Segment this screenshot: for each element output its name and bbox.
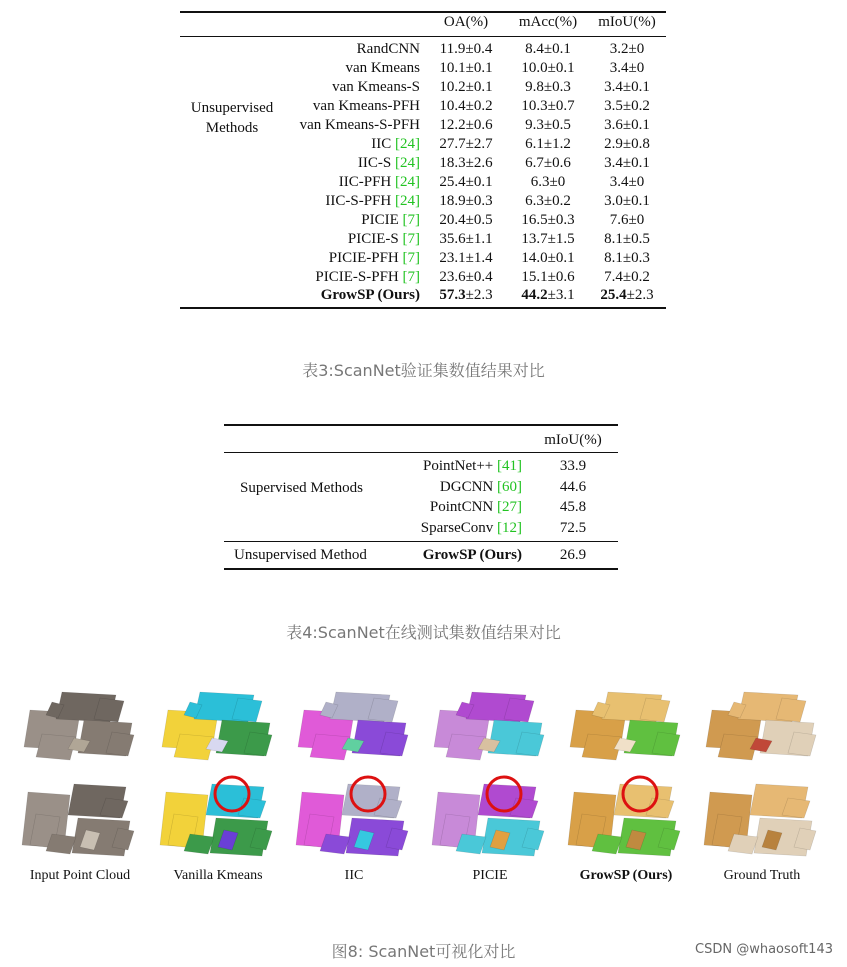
table-row-ours: [180, 286, 666, 305]
table-row: [180, 59, 666, 78]
table-4: [224, 424, 618, 570]
miou-value: 3.5±0.2: [604, 98, 650, 114]
method-name: GrowSP (Ours): [320, 287, 420, 303]
miou-value: 3.0±0.1: [604, 193, 650, 209]
table-row: [180, 173, 666, 192]
oa-value: 12.2±0.6: [439, 117, 493, 133]
oa-value: 23.1±1.4: [439, 250, 493, 266]
method-name: PICIE [7]: [361, 212, 420, 228]
scene-thumbnail: [290, 680, 418, 768]
top-rule: [180, 11, 666, 13]
method-name: RandCNN: [356, 41, 420, 57]
scene-thumbnail: [562, 774, 690, 862]
table-row: [180, 268, 666, 287]
scene-thumbnail: [154, 680, 282, 768]
citation-ref: [27]: [497, 499, 522, 515]
bottom-rule: [224, 568, 618, 570]
header-miou: mIoU(%): [544, 432, 602, 448]
miou-value: 8.1±0.3: [604, 250, 650, 266]
macc-value: 6.3±0.2: [525, 193, 571, 209]
oa-value: 57.3±2.3: [439, 287, 493, 303]
table-row-miou: 45.8: [559, 499, 587, 515]
table-row: [180, 135, 666, 154]
top-mark: [355, 0, 360, 8]
miou-value: 2.9±0.8: [604, 136, 650, 152]
figure-column-label: Vanilla Kmeans: [173, 868, 263, 883]
miou-value: 3.4±0: [609, 60, 645, 76]
miou-value: 7.4±0.2: [604, 269, 650, 285]
method-name: PICIE-S-PFH [7]: [315, 269, 420, 285]
ours-miou: 26.9: [559, 547, 587, 563]
table-3-caption: 表3:ScanNet验证集数值结果对比: [302, 361, 545, 380]
macc-value: 13.7±1.5: [521, 231, 575, 247]
macc-value: 9.3±0.5: [525, 117, 571, 133]
miou-value: 7.6±0: [609, 212, 645, 228]
header-oa: OA(%): [443, 14, 489, 30]
miou-value: 25.4±2.3: [600, 287, 654, 303]
supervised-label: Supervised Methods: [240, 480, 363, 496]
miou-value: 3.4±0.1: [604, 79, 650, 95]
citation-ref: [24]: [395, 174, 420, 190]
table-row: [180, 249, 666, 268]
macc-value: 9.8±0.3: [525, 79, 571, 95]
oa-value: 35.6±1.1: [439, 231, 493, 247]
method-name: IIC-S-PFH [24]: [325, 193, 420, 209]
citation-ref: [41]: [497, 458, 522, 474]
macc-value: 6.7±0.6: [525, 155, 571, 171]
oa-value: 18.9±0.3: [439, 193, 493, 209]
macc-value: 16.5±0.3: [521, 212, 575, 228]
scene-thumbnail: [698, 774, 826, 862]
scene-thumbnail: [562, 680, 690, 768]
miou-value: 3.4±0: [609, 174, 645, 190]
miou-value: 3.2±0: [609, 41, 645, 57]
miou-value: 3.4±0.1: [604, 155, 650, 171]
citation-ref: [60]: [497, 478, 522, 495]
table-row: [180, 40, 666, 59]
scene-thumbnail: [154, 774, 282, 862]
figure-column-label: GrowSP (Ours): [579, 868, 673, 883]
scene-thumbnail: [426, 774, 554, 862]
oa-value: 23.6±0.4: [439, 269, 493, 285]
scene-thumbnail: [698, 680, 826, 768]
bottom-rule: [180, 307, 666, 309]
method-name: van Kmeans-S: [332, 79, 420, 95]
table-row-miou: 72.5: [559, 519, 587, 536]
oa-value: 10.1±0.1: [439, 60, 493, 76]
macc-value: 15.1±0.6: [521, 269, 575, 285]
scene-thumbnail: [426, 680, 554, 768]
figure-8-caption: 图8: ScanNet可视化对比: [331, 942, 516, 961]
oa-value: 27.7±2.7: [439, 136, 493, 152]
header-macc: mAcc(%): [518, 14, 578, 30]
table-row-method: DGCNN [60]: [439, 478, 522, 495]
figure-column-label: Input Point Cloud: [29, 868, 131, 883]
oa-value: 10.4±0.2: [439, 98, 493, 114]
unsupervised-label: Unsupervised Method: [234, 547, 367, 563]
oa-value: 25.4±0.1: [439, 174, 493, 190]
header-miou: mIoU(%): [598, 14, 656, 30]
table-row-miou: 33.9: [559, 458, 587, 474]
top-rule: [224, 424, 618, 426]
figure-column-label: Ground Truth: [723, 868, 801, 883]
citation-ref: [7]: [402, 212, 420, 228]
method-name: PICIE-S [7]: [347, 231, 420, 247]
table-row-method: PointNet++ [41]: [422, 458, 522, 474]
macc-value: 6.3±0: [530, 174, 566, 190]
citation-ref: [7]: [402, 231, 420, 247]
citation-ref: [7]: [402, 250, 420, 266]
mid-rule: [224, 541, 618, 542]
figure-column-label: PICIE: [472, 868, 508, 883]
oa-value: 10.2±0.1: [439, 79, 493, 95]
table-row: [180, 78, 666, 97]
table-row: [180, 154, 666, 173]
miou-value: 8.1±0.5: [604, 231, 650, 247]
macc-value: 6.1±1.2: [525, 136, 571, 152]
table-row: [180, 97, 666, 116]
citation-ref: [7]: [402, 269, 420, 285]
macc-value: 10.0±0.1: [521, 60, 575, 76]
figure-column-label: IIC: [344, 868, 364, 883]
table-row: [180, 116, 666, 135]
macc-value: 8.4±0.1: [525, 41, 571, 57]
oa-value: 11.9±0.4: [439, 41, 493, 57]
oa-value: 20.4±0.5: [439, 212, 493, 228]
header-rule: [224, 452, 618, 453]
table-row: [180, 211, 666, 230]
ours-method: GrowSP (Ours): [422, 547, 522, 563]
table-3: [180, 0, 666, 310]
method-name: van Kmeans-PFH: [312, 98, 420, 114]
scene-thumbnail: [290, 774, 418, 862]
citation-ref: [12]: [497, 519, 522, 536]
group-label-line1: Unsupervised: [190, 100, 274, 116]
macc-value: 44.2±3.1: [521, 287, 575, 303]
header-rule: [180, 36, 666, 37]
table-row: [180, 192, 666, 211]
table-row-method: SparseConv [12]: [420, 519, 522, 536]
group-label-line2: Methods: [205, 120, 259, 136]
macc-value: 10.3±0.7: [521, 98, 575, 114]
method-name: IIC-S [24]: [357, 155, 420, 171]
scene-thumbnail: [16, 774, 144, 862]
table-row-method: PointCNN [27]: [429, 499, 522, 515]
miou-value: 3.6±0.1: [604, 117, 650, 133]
oa-value: 18.3±2.6: [439, 155, 493, 171]
scene-thumbnail: [16, 680, 144, 768]
table-4-caption: 表4:ScanNet在线测试集数值结果对比: [286, 623, 561, 642]
method-name: PICIE-PFH [7]: [328, 250, 420, 266]
method-name: van Kmeans: [345, 60, 420, 76]
table-row-miou: 44.6: [559, 478, 587, 495]
method-name: IIC [24]: [371, 136, 420, 152]
csdn-watermark: CSDN @whaosoft143: [695, 942, 833, 957]
citation-ref: [24]: [395, 136, 420, 152]
citation-ref: [24]: [395, 193, 420, 209]
citation-ref: [24]: [395, 155, 420, 171]
table-row: [180, 230, 666, 249]
method-name: van Kmeans-S-PFH: [299, 117, 420, 133]
macc-value: 14.0±0.1: [521, 250, 575, 266]
method-name: IIC-PFH [24]: [338, 174, 420, 190]
